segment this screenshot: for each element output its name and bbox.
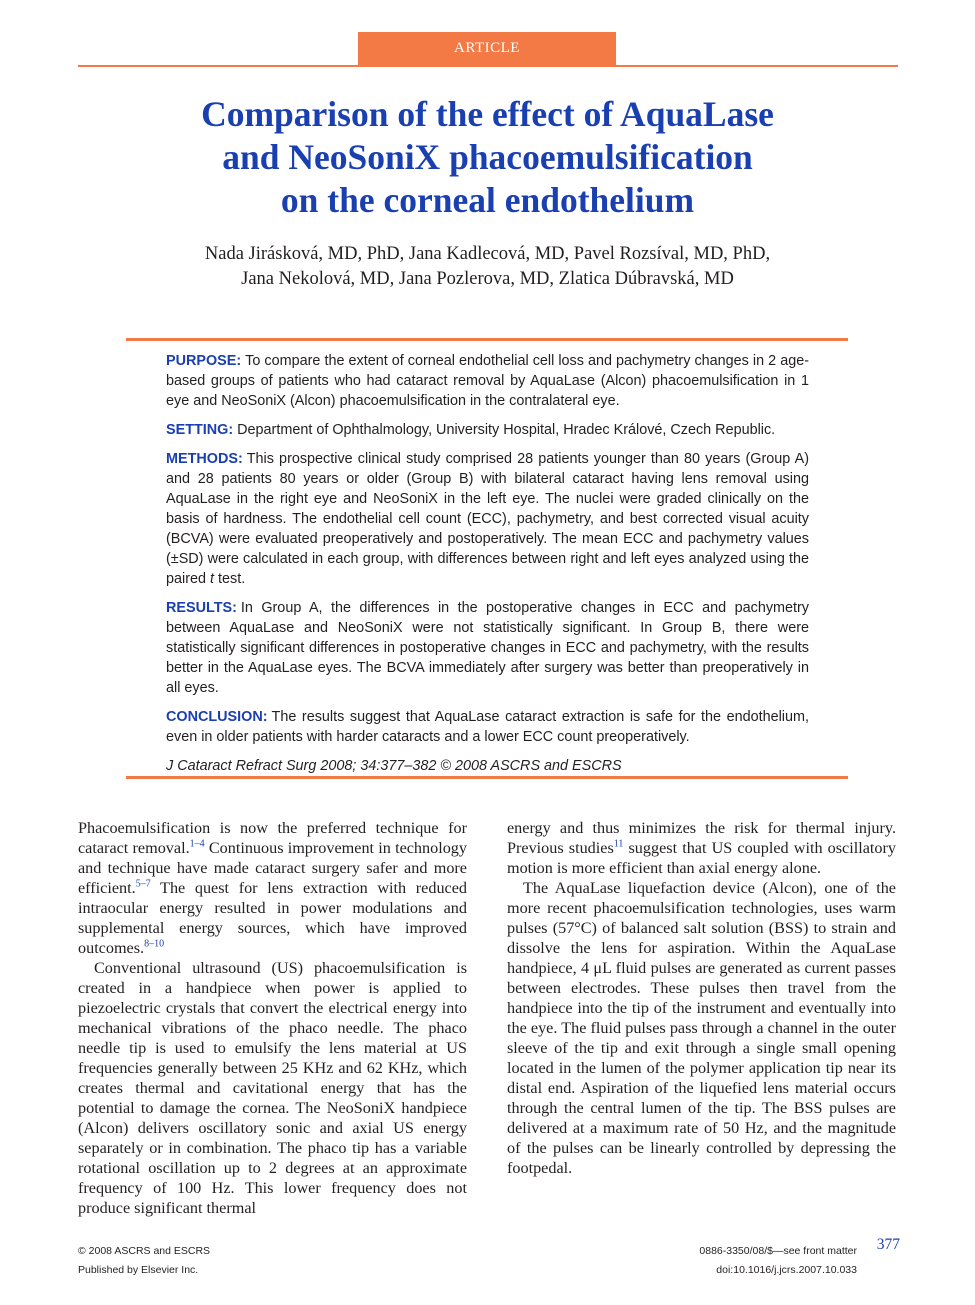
article-title (100, 93, 875, 222)
abstract (166, 351, 809, 785)
author-list (100, 242, 875, 292)
methods-text: This prospective clinical study comprised 28 patients younger than 80 years (Group A) and 28 patients 80 years or older (Group B) with bilateral cataract having lens removal using AquaLase in the right eye and NeoSoniX in the left eye. The nuclei were graded clinically on the basis of hardness. The endothelial cell count (ECC), pachymetry, and best corrected visual acuity (BCVA) were evaluated preoperatively and postoperatively. The mean ECC and pachymetry values (±SD) were calculated in each group, with differences between right and left eyes analyzed using the paired (166, 451, 809, 587)
footer-right (560, 1242, 857, 1280)
setting-label: SETTING: (166, 422, 234, 438)
setting-text: Department of Ophthalmology, University Hospital, Hradec Králové, Czech Republic. (237, 422, 776, 438)
p1-text-a: Phacoemulsification is now the preferred technique for cataract removal. (78, 819, 467, 857)
purpose-label: PURPOSE: (166, 353, 242, 369)
abstract-results (166, 598, 809, 698)
abstract-top-rule (126, 338, 848, 341)
p3-text-a: energy and thus minimizes the risk for thermal injury. Previous studies (507, 819, 896, 857)
footer-issn: 0886-3350/08/$—see front matter (699, 1245, 857, 1257)
abstract-methods (166, 449, 809, 589)
ref-link-1-4[interactable]: 1–4 (189, 838, 205, 850)
body-column-right (507, 818, 896, 1178)
abstract-bottom-rule (126, 776, 848, 779)
body-paragraph-4: The AquaLase liquefaction device (Alcon), one of the more recent phacoemulsification technologies, uses warm pulses (57°C) of balanced salt solution (BSS) to strain and dissolve the lens for aspiration. Within the AquaLase handpiece, 4 μL fluid pulses are generated as current passes between electrodes. These pulses then travel from the handpiece into the tip of the instrument and eventually into the eye. The fluid pulses pass through a channel in the outer sleeve of the tip and exit through a single small opening located in the lumen of the polymer application tip near its distal end. Aspiration of the liquefied lens material occurs through the central lumen of the tip. The BSS pulses are delivered at a maximum rate of 50 Hz, and the magnitude of the pulses can be linearly controlled by depressing the footpedal. (507, 879, 896, 1177)
p1-text-b: Continuous improvement in technology and technique have made cataract surgery safer and more efficient. (78, 839, 467, 897)
results-text: In Group A, the differences in the postoperative changes in ECC and pachymetry between AquaLase and NeoSoniX were not statistically significant. In Group B, there were statistically significant differences in postoperative changes in ECC and pachymetry, with the results better in the AquaLase eyes. The BCVA immediately after surgery was better than preoperatively in all eyes. (166, 600, 809, 696)
methods-text-end: test. (214, 571, 246, 587)
section-tag: ARTICLE (358, 32, 616, 65)
body-paragraph-1 (78, 818, 467, 958)
body-paragraph-3 (507, 818, 896, 878)
body-paragraph-2: Conventional ultrasound (US) phacoemulsification is created in a handpiece when power is applied to piezoelectric crystals that convert the electrical energy into mechanical vibrations of the phaco needle. The phaco needle tip is used to emulsify the lens material at US frequencies generally between 25 KHz and 62 KHz, which creates thermal and cavitational energy that has the potential to damage the cornea. The NeoSoniX handpiece (Alcon) delivers oscillatory sonic and axial US energy separately or in combination. The phaco tip has a variable rotational oscillation up to 2 degrees at an approximate frequency of 100 Hz. This lower frequency does not produce significant thermal (78, 959, 467, 1217)
abstract-setting (166, 420, 809, 440)
title-line-3: on the corneal endothelium (280, 180, 695, 220)
purpose-text: To compare the extent of corneal endothelial cell loss and pachymetry changes in 2 age-based groups of patients who had cataract removal by AquaLase (Alcon) phacoemulsification in 1 eye and NeoSoniX (Alcon) phacoemulsification in the contralateral eye. (166, 353, 809, 409)
methods-label: METHODS: (166, 451, 243, 467)
footer-copyright: © 2008 ASCRS and ESCRS (78, 1245, 211, 1257)
ref-link-5-7[interactable]: 5–7 (135, 878, 151, 890)
journal-citation: J Cataract Refract Surg 2008; 34:377–382 © 2008 ASCRS and ESCRS (166, 758, 622, 774)
abstract-conclusion (166, 707, 809, 747)
body-column-left (78, 818, 467, 1218)
footer-publisher: Published by Elsevier Inc. (78, 1264, 199, 1276)
conclusion-label: CONCLUSION: (166, 709, 268, 725)
title-line-1: Comparison of the effect of AquaLase (201, 94, 774, 134)
header-rule (78, 65, 898, 67)
page-number: 377 (876, 1236, 900, 1253)
results-label: RESULTS: (166, 600, 237, 616)
title-line-2: and NeoSoniX phacoemulsification (222, 137, 753, 177)
authors-line-2: Jana Nekolová, MD, Jana Pozlerova, MD, Zlatica Dúbravská, MD (241, 269, 734, 289)
methods-t-symbol: t (210, 571, 215, 587)
p1-text-c: The quest for lens extraction with reduced intraocular energy resulted in power modulations and supplemental energy sources, which have improved outcomes. (78, 879, 467, 957)
conclusion-text: The results suggest that AquaLase cataract extraction is safe for the endothelium, even in older patients with harder cataracts and a lower ECC count preoperatively. (166, 709, 809, 745)
ref-link-11[interactable]: 11 (613, 838, 624, 850)
p3-text-b: suggest that US coupled with oscillatory motion is more efficient than axial energy alone. (507, 839, 896, 877)
abstract-purpose (166, 351, 809, 411)
ref-link-8-10[interactable]: 8–10 (144, 938, 165, 950)
footer-doi[interactable]: doi:10.1016/j.jcrs.2007.10.033 (716, 1264, 857, 1276)
authors-line-1: Nada Jirásková, MD, PhD, Jana Kadlecová, MD, Pavel Rozsíval, MD, PhD, (204, 244, 771, 264)
footer-left (78, 1242, 210, 1280)
